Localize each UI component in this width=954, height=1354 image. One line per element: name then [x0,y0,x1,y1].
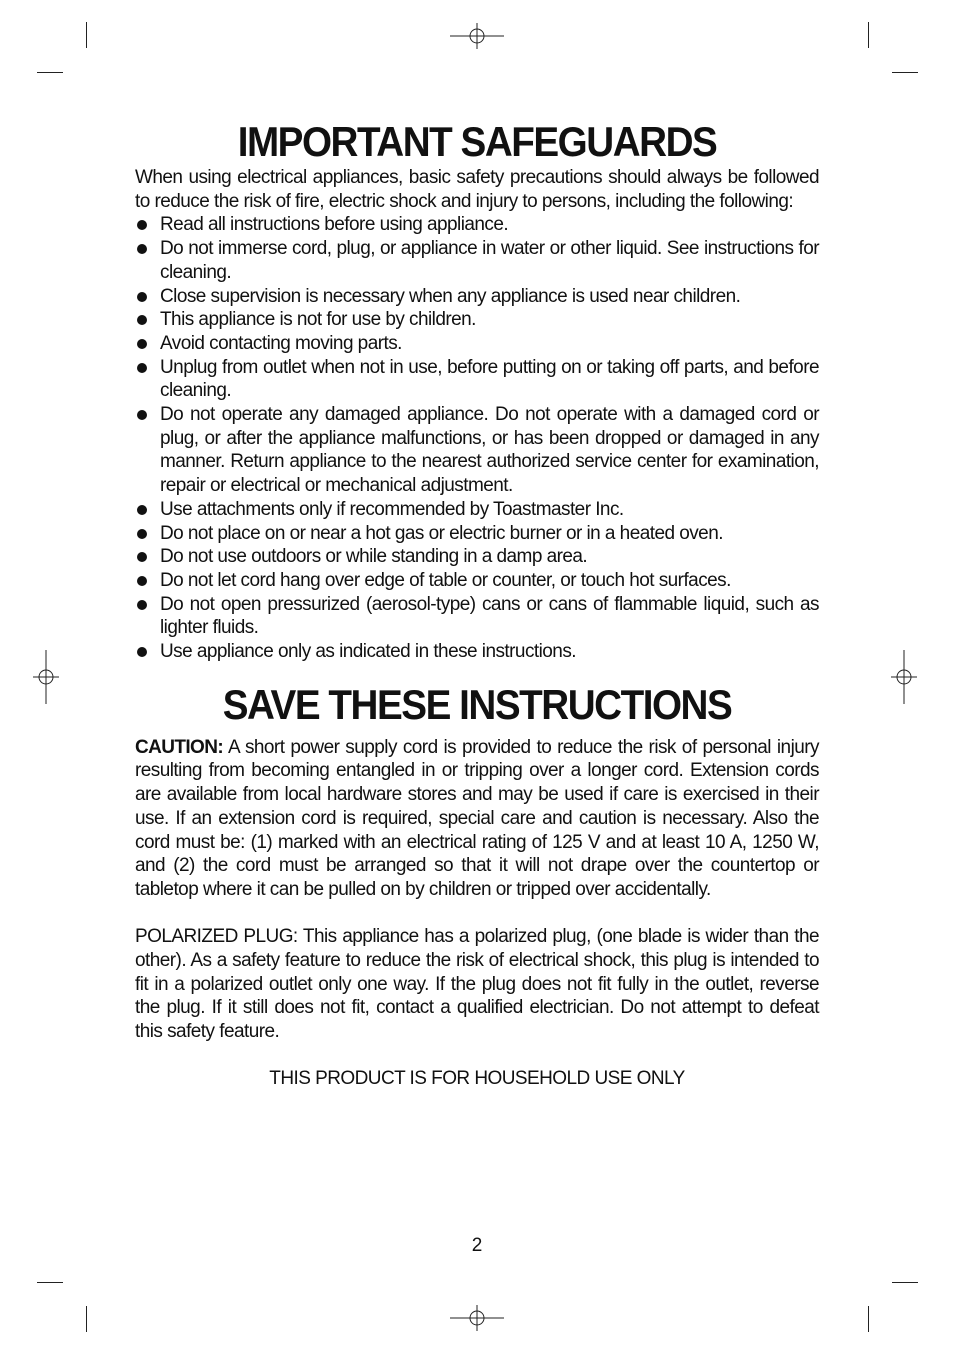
list-item-text: Do not open pressurized (aerosol-type) cans or cans of flammable liquid, such as lighter fluids. [160,593,819,639]
crop-mark [86,1306,87,1332]
list-item [135,332,819,356]
list-item-text: Use attachments only if recommended by Toastmaster Inc. [160,498,624,520]
bullet-icon [137,363,147,373]
bullet-icon [137,505,147,515]
list-item [135,522,819,546]
page-content [135,118,819,1091]
crop-mark [868,22,869,48]
list-item-text: Do not immerse cord, plug, or appliance in water or other liquid. See instructions for cleaning. [160,238,819,283]
bullet-icon [137,600,147,610]
caution-label: CAUTION: [135,736,224,758]
caution-text: A short power supply cord is provided to reduce the risk of personal injury resulting from becoming entangled in or tripping over a longer cord. Extension cords are available from local hardware stores and may be used if care is exercised in their use. If an extension cord is required, special care and caution is necessary. Also the cord must be: (1) marked with an electrical rating of 125 V and at least 10 A, 1250 W, and (2) the cord must be arranged so that it will not drape over the countertop or tabletop where it can be pulled on by children or tripped over accidentally. [135,736,819,900]
household-notice: THIS PRODUCT IS FOR HOUSEHOLD USE ONLY [269,1067,685,1089]
registration-mark-icon [450,9,504,63]
list-item [135,356,819,403]
bullet-icon [137,339,147,349]
list-item [135,403,819,498]
registration-mark-icon [450,1291,504,1345]
safeguards-list [135,213,819,663]
bullet-icon [137,292,147,302]
list-item [135,569,819,593]
list-item-text: Do not operate any damaged appliance. Do not operate with a damaged cord or plug, or after the appliance malfunctions, or has been dropped or damaged in any manner. Return appliance to the nearest authorized service center for examination, repair or electrical or mechanical adjustment. [160,404,819,497]
bullet-icon [137,244,147,254]
list-item-text: Do not let cord hang over edge of table or counter, or touch hot surfaces. [160,569,731,591]
list-item [135,213,819,237]
list-item-text: Use appliance only as indicated in these instructions. [160,641,577,663]
bullet-icon [137,315,147,325]
registration-mark-icon [877,650,931,704]
crop-mark [868,1306,869,1332]
crop-mark [892,1282,918,1283]
list-item [135,498,819,522]
list-item-text: Do not use outdoors or while standing in a damp area. [160,546,588,568]
bullet-icon [137,220,147,230]
page-number: 2 [471,1235,483,1256]
caution-paragraph [135,736,819,902]
list-item [135,285,819,309]
list-item-text: Read all instructions before using appliance. [160,214,509,236]
list-item-text: Unplug from outlet when not in use, before putting on or taking off parts, and before cleaning. [160,356,819,402]
list-item [135,593,819,640]
list-item [135,308,819,332]
polarized-plug-paragraph: POLARIZED PLUG: This appliance has a polarized plug, (one blade is wider than the other). As a safety feature to reduce the risk of electrical shock, this plug is intended to fit in a polarized outlet only one way. If the plug does not fit fully in the outlet, reverse the plug. If it still does not fit, contact a qualified electrician. Do not attempt to defeat this safety feature. [135,926,819,1043]
crop-mark [37,72,63,73]
bullet-icon [137,552,147,562]
list-item [135,545,819,569]
list-item [135,237,819,284]
crop-mark [892,72,918,73]
bullet-icon [137,529,147,539]
bullet-icon [137,410,147,420]
save-instructions-title: SAVE THESE INSTRUCTIONS [222,680,732,728]
safeguards-title: IMPORTANT SAFEGUARDS [237,118,717,165]
list-item [135,640,819,664]
bullet-icon [137,647,147,657]
registration-mark-icon [19,650,73,704]
intro-paragraph: When using electrical appliances, basic safety precautions should always be followed to reduce the risk of fire, electric shock and injury to persons, including the following: [135,167,819,212]
list-item-text: This appliance is not for use by children. [160,309,476,331]
list-item-text: Do not place on or near a hot gas or electric burner or in a heated oven. [160,522,723,544]
list-item-text: Avoid contacting moving parts. [160,332,402,354]
bullet-icon [137,576,147,586]
crop-mark [37,1282,63,1283]
crop-mark [86,22,87,48]
list-item-text: Close supervision is necessary when any appliance is used near children. [160,285,741,307]
